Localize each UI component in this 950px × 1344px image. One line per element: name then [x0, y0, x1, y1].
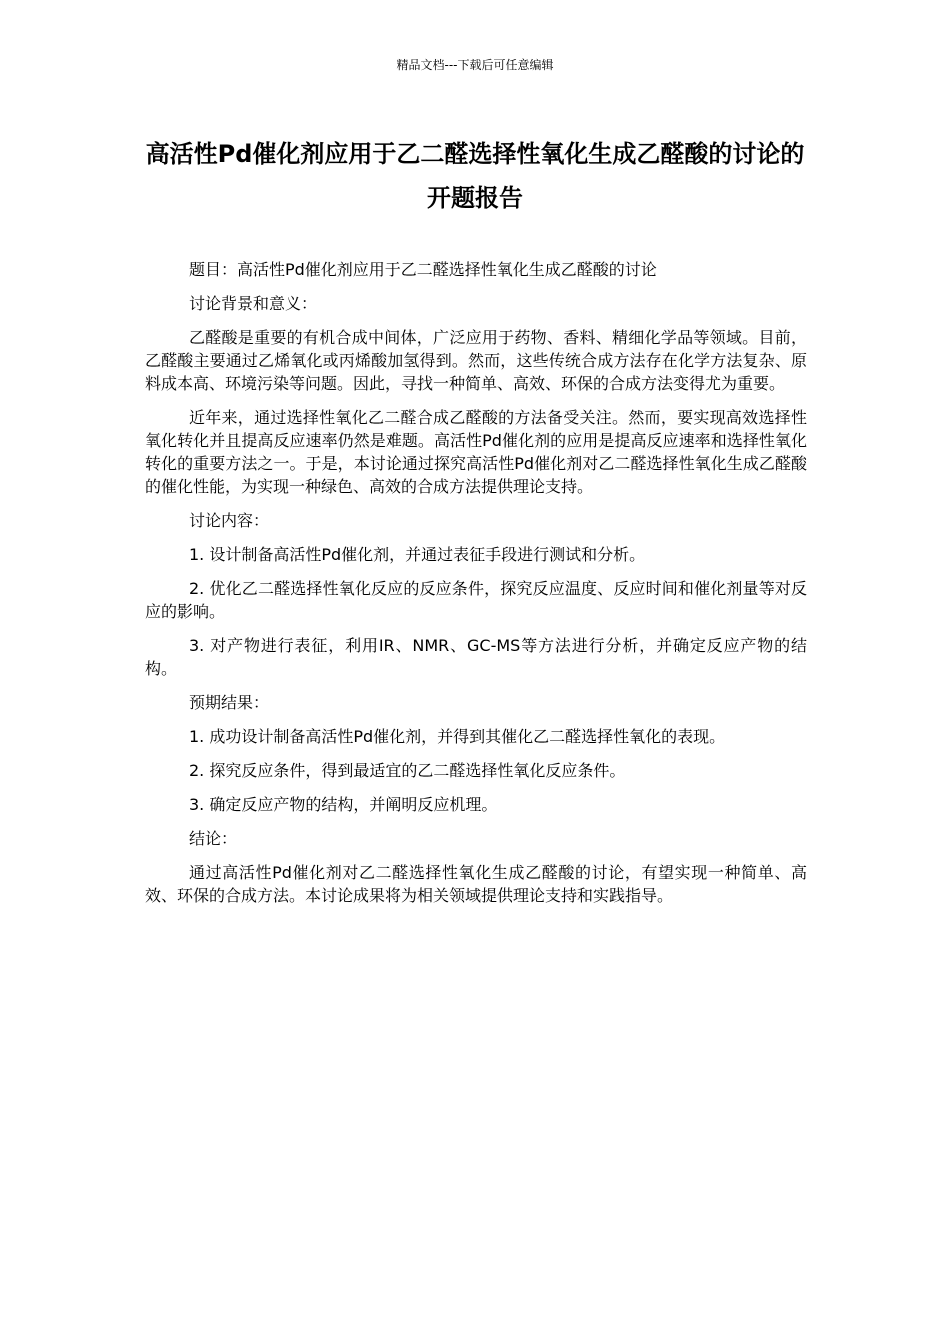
- result-item-1: 1. 成功设计制备高活性Pd催化剂，并得到其催化乙二醛选择性氧化的表现。: [189, 727, 726, 746]
- content-item-1: 1. 设计制备高活性Pd催化剂，并通过表征手段进行测试和分析。: [189, 545, 646, 564]
- result-item-3: 3. 确定反应产物的结构，并阐明反应机理。: [189, 795, 498, 814]
- section-heading-conclusion: 结论：: [189, 829, 238, 848]
- content-item-3: 3. 对产物进行表征，利用IR、NMR、GC-MS等方法进行分析，并确定反应产物的结构。: [145, 636, 807, 678]
- background-paragraph-1: 乙醛酸是重要的有机合成中间体，广泛应用于药物、香料、精细化学品等领域。目前，乙醛酸主要通过乙烯氧化或丙烯酸加氢得到。然而，这些传统合成方法存在化学方法复杂、原料成本高、环境污染等问题。因此，寻找一种简单、高效、环保的合成方法变得尤为重要。: [145, 328, 807, 393]
- background-paragraph-2: 近年来，通过选择性氧化乙二醛合成乙醛酸的方法备受关注。然而，要实现高效选择性氧化转化并且提高反应速率仍然是难题。高活性Pd催化剂的应用是提高反应速率和选择性氧化转化的重要方法之一。于是，本讨论通过探究高活性Pd催化剂对乙二醛选择性氧化生成乙醛酸的催化性能，为实现一种绿色、高效的合成方法提供理论支持。: [145, 408, 807, 496]
- document-title: 高活性Pd催化剂应用于乙二醛选择性氧化生成乙醛酸的讨论的开题报告: [145, 140, 805, 212]
- topic-line: 题目：高活性Pd催化剂应用于乙二醛选择性氧化生成乙醛酸的讨论: [189, 260, 657, 279]
- result-item-2: 2. 探究反应条件，得到最适宜的乙二醛选择性氧化反应条件。: [189, 761, 626, 780]
- content-item-2: 2. 优化乙二醛选择性氧化反应的反应条件，探究反应温度、反应时间和催化剂量等对反应的影响。: [145, 579, 807, 621]
- conclusion-paragraph: 通过高活性Pd催化剂对乙二醛选择性氧化生成乙醛酸的讨论，有望实现一种简单、高效、环保的合成方法。本讨论成果将为相关领域提供理论支持和实践指导。: [145, 863, 807, 905]
- section-heading-content: 讨论内容：: [189, 511, 270, 530]
- document-body: [145, 258, 807, 918]
- section-heading-background: 讨论背景和意义：: [189, 294, 318, 313]
- page-header-note: 精品文档---下载后可任意编辑: [396, 58, 554, 72]
- section-heading-expected-results: 预期结果：: [189, 693, 270, 712]
